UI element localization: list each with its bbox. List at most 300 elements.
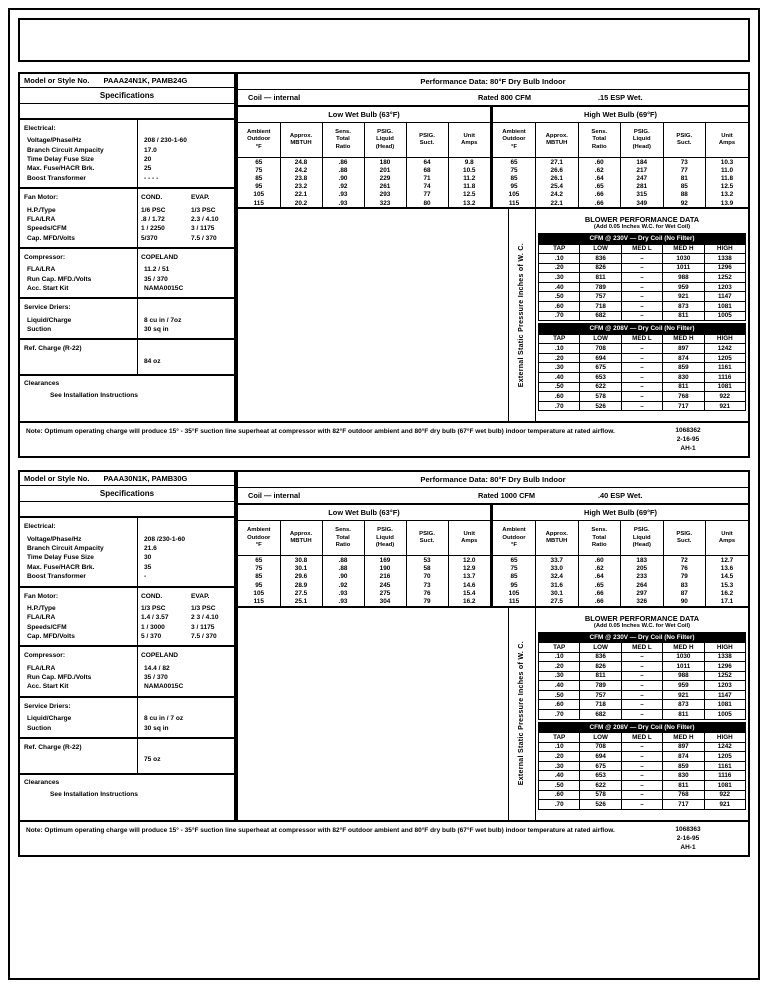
table-cell: 77: [663, 166, 706, 174]
table-cell: 11.0: [720, 166, 734, 174]
table-cell: 12.5: [720, 183, 734, 191]
table-cell: 65: [238, 158, 280, 167]
blower-cell: 1081: [704, 781, 745, 791]
blower-cell: 1005: [704, 710, 745, 720]
table-cell: 76: [406, 589, 448, 597]
service-driers-values: [138, 698, 234, 737]
compressor-values: [138, 249, 234, 297]
table-row: [238, 597, 490, 605]
blower-table: [538, 233, 746, 321]
table-cell: 76: [663, 565, 706, 573]
model-label: Model or Style No.: [24, 76, 90, 85]
blower-cell: 1203: [704, 681, 745, 691]
blower-row: [539, 671, 746, 681]
clearances-value: See Installation Instructions: [50, 790, 138, 798]
table-cell: 26.1: [536, 174, 579, 182]
blower-cell: 694: [580, 353, 621, 363]
column-header: PSIG. Liquid (Head): [364, 521, 406, 556]
column-header: PSIG. Suct.: [663, 123, 706, 158]
table-header-row: [493, 123, 748, 158]
electrical-value: 20: [144, 156, 152, 164]
blower-table: [538, 722, 746, 810]
note-row: [20, 820, 748, 855]
table-cell: 27.1: [536, 158, 579, 167]
table-row: [238, 556, 490, 565]
blower-cell: 811: [663, 710, 704, 720]
fan-motor-block: [20, 189, 234, 249]
blower-cell: 1338: [704, 652, 745, 662]
blower-column-header: MED L: [621, 334, 662, 344]
blower-row: [539, 742, 746, 752]
ref-charge-amount: 84 oz: [144, 357, 161, 365]
spec-spacer: [20, 104, 234, 120]
table-cell: 326: [621, 597, 664, 605]
blower-column-header: LOW: [580, 334, 621, 344]
table-cell: 73: [663, 158, 706, 167]
table-row: [238, 581, 490, 589]
table-cell: 190: [364, 565, 406, 573]
ref-charge-value: [138, 739, 234, 773]
table-cell: 80: [406, 199, 448, 207]
blower-cell: 1203: [704, 282, 745, 292]
clearances-label: Clearances: [24, 778, 60, 786]
low-wet-bulb-table: [238, 123, 490, 207]
table-cell: 12.9: [463, 565, 476, 573]
fan-motor-evap-header: EVAP.: [191, 592, 210, 600]
compressor-labels: [20, 647, 138, 695]
table-cell: 95: [238, 183, 280, 191]
blower-cell: 873: [663, 302, 704, 312]
service-driers-value: 8 cu in / 7 oz: [144, 715, 184, 723]
table-cell: .93: [322, 191, 364, 199]
table-cell: 12.7: [720, 557, 734, 564]
table-cell: 12.5: [463, 191, 476, 199]
blower-cell: .50: [539, 292, 580, 302]
blower-caption: CFM @ 230V — Dry Coil (No Filter): [539, 632, 746, 642]
table-cell: 16.2: [720, 589, 734, 597]
performance-tables: [238, 521, 748, 607]
blower-cell: .10: [539, 652, 580, 662]
blower-cell: 708: [580, 742, 621, 752]
electrical-label: Time Delay Fuse Size: [27, 554, 94, 562]
column-header: Unit Amps: [706, 521, 749, 556]
blower-cell: 921: [704, 800, 745, 810]
blower-header-row: [539, 244, 746, 254]
service-driers-label: Suction: [27, 326, 52, 334]
blower-cell: –: [621, 752, 662, 762]
blower-cell: 653: [580, 771, 621, 781]
table-cell: .62: [578, 166, 621, 174]
blower-cell: 859: [663, 761, 704, 771]
table-cell: .66: [578, 589, 621, 597]
fan-motor-value-row: [141, 613, 241, 622]
table-cell: .64: [578, 573, 621, 581]
blower-row: [539, 282, 746, 292]
compressor-brand: COPELAND: [141, 253, 178, 261]
table-row: [493, 199, 748, 207]
table-row: [493, 556, 748, 565]
table-cell: 16.2: [463, 597, 476, 605]
compressor-value: 35 / 370: [144, 674, 168, 682]
blower-caption-row: [539, 324, 746, 334]
fan-motor-cond-value: .8 / 1.72: [141, 215, 165, 223]
esp-wet: .40 ESP Wet.: [598, 491, 643, 501]
table-cell: 229: [364, 174, 406, 182]
fan-motor-cond-value: 1/3 PSC: [141, 604, 166, 612]
blower-row: [539, 373, 746, 383]
blower-cell: 959: [663, 282, 704, 292]
table-cell: 184: [621, 158, 664, 167]
table-cell: 75: [493, 565, 536, 573]
table-row: [238, 565, 490, 573]
low-wet-bulb-table-wrap: [238, 123, 493, 207]
table-cell: 105: [493, 589, 536, 597]
panel-body: [20, 472, 748, 819]
blower-row: [539, 700, 746, 710]
table-cell: 71: [406, 174, 448, 182]
column-header: Sens. Total Ratio: [578, 123, 621, 158]
fan-motor-cond-header: COND.: [141, 592, 163, 600]
blower-row: [539, 761, 746, 771]
table-cell: 13.7: [463, 573, 476, 581]
blower-cell: 1116: [704, 771, 745, 781]
blower-caption: CFM @ 208V — Dry Coil (No Filter): [539, 324, 746, 334]
fan-motor-col-headers: [141, 592, 241, 601]
fan-motor-value-row: [141, 234, 241, 243]
blower-cell: 811: [580, 273, 621, 283]
blower-cell: 1205: [704, 353, 745, 363]
table-cell: 30.1: [280, 565, 322, 573]
fan-motor-cond-value: 1 / 3000: [141, 623, 165, 631]
table-cell: 29.6: [280, 573, 322, 581]
blower-caption-row: [539, 234, 746, 244]
blower-cell: 526: [580, 401, 621, 411]
table-row: [238, 183, 490, 191]
table-cell: 28.9: [280, 581, 322, 589]
column-header: Unit Amps: [706, 123, 749, 158]
blower-column-header: LOW: [580, 733, 621, 743]
electrical-label: Voltage/Phase/Hz: [27, 535, 82, 543]
tech-data-sheet: [8, 8, 760, 980]
blower-cell: .60: [539, 790, 580, 800]
blower-row: [539, 292, 746, 302]
table-cell: 349: [621, 199, 664, 207]
fan-motor-value-row: [141, 623, 241, 632]
compressor-label: FLA/LRA: [27, 664, 56, 672]
blower-caption: CFM @ 230V — Dry Coil (No Filter): [539, 234, 746, 244]
external-static-pressure-axis: [509, 209, 536, 421]
table-cell: 22.1: [536, 199, 579, 207]
table-cell: .66: [578, 597, 621, 605]
blower-cell: .20: [539, 353, 580, 363]
fan-motor-cond-value: 1/6 PSC: [141, 206, 166, 214]
electrical-value: -: [144, 573, 147, 581]
blower-cell: .70: [539, 800, 580, 810]
electrical-values: [138, 120, 234, 187]
blower-performance-section: [536, 608, 748, 820]
document-code-block: [628, 423, 748, 456]
blower-cell: 811: [663, 781, 704, 791]
ref-charge-block: [20, 739, 234, 775]
performance-rated-row: [238, 488, 748, 505]
blower-cell: –: [621, 652, 662, 662]
compressor-label: Acc. Start Kit: [27, 683, 69, 691]
performance-rated-row: [238, 90, 748, 107]
blower-cell: .40: [539, 373, 580, 383]
table-cell: 22.1: [280, 191, 322, 199]
blower-cell: 874: [663, 353, 704, 363]
table-cell: 245: [364, 581, 406, 589]
table-cell: .66: [578, 191, 621, 199]
column-header: Sens. Total Ratio: [322, 123, 364, 158]
table-cell: 17.1: [720, 597, 734, 605]
table-row: [238, 166, 490, 174]
blower-cell: 1161: [704, 761, 745, 771]
electrical-block: [20, 120, 234, 189]
blower-column-header: MED H: [663, 244, 704, 254]
doc-date: 2-16-95: [676, 834, 700, 842]
blower-cell: –: [621, 681, 662, 691]
table-cell: .88: [322, 556, 364, 565]
blower-cell: –: [621, 273, 662, 283]
table-cell: 169: [364, 556, 406, 565]
electrical-value: 17.0: [144, 146, 157, 154]
column-header: Unit Amps: [448, 123, 490, 158]
table-row: [238, 199, 490, 207]
blower-cell: .10: [539, 344, 580, 354]
fan-motor-label: Cap. MFD/Volts: [27, 633, 75, 640]
blower-cell: 1205: [704, 752, 745, 762]
table-cell: .65: [578, 183, 621, 191]
high-wet-bulb-header: High Wet Bulb (69°F): [583, 110, 658, 119]
blower-row: [539, 752, 746, 762]
column-header: PSIG. Liquid (Head): [364, 123, 406, 158]
blower-cell: .40: [539, 771, 580, 781]
blower-row: [539, 681, 746, 691]
compressor-block: [20, 249, 234, 299]
table-cell: .90: [322, 174, 364, 182]
table-cell: 75: [238, 565, 280, 573]
fan-motor-title: Fan Motor:: [24, 194, 59, 202]
low-wet-bulb-header: Low Wet Bulb (63°F): [238, 505, 493, 520]
fan-motor-labels: [20, 189, 138, 247]
blower-cell: 768: [663, 392, 704, 402]
table-cell: 247: [621, 174, 664, 182]
low-wet-bulb-body: [238, 158, 490, 208]
table-header-row: [238, 123, 490, 158]
blower-cell: 757: [580, 292, 621, 302]
blower-cell: 694: [580, 752, 621, 762]
blower-cell: 675: [580, 761, 621, 771]
doc-rev: AH-1: [680, 843, 696, 851]
high-wet-bulb-header: High Wet Bulb (69°F): [583, 508, 658, 518]
blower-header-row: [539, 733, 746, 743]
table-cell: 25.4: [536, 183, 579, 191]
electrical-label: Time Delay Fuse Size: [27, 156, 94, 164]
electrical-label: Voltage/Phase/Hz: [27, 137, 82, 145]
ref-charge-value: [138, 340, 234, 374]
blower-cell: 1030: [663, 652, 704, 662]
table-cell: 281: [621, 183, 664, 191]
blower-column-header: MED H: [663, 642, 704, 652]
blower-cell: .40: [539, 282, 580, 292]
blower-cell: 959: [663, 681, 704, 691]
table-cell: 23.2: [280, 183, 322, 191]
blower-cell: 1296: [704, 662, 745, 672]
electrical-value: 208 / 230-1-60: [144, 137, 187, 145]
table-cell: .65: [578, 581, 621, 589]
page-title-box: [18, 18, 750, 62]
table-cell: 10.5: [463, 166, 476, 174]
clearances-block: [20, 775, 234, 808]
fan-motor-label: FLA/LRA: [27, 614, 56, 622]
blower-cell: 830: [663, 373, 704, 383]
blower-tables-root: [538, 233, 746, 411]
electrical-title: Electrical:: [24, 523, 56, 531]
service-driers-label: Liquid/Charge: [27, 316, 72, 324]
blower-cell: .40: [539, 681, 580, 691]
fan-motor-evap-value: 2.3 / 4.10: [191, 215, 219, 223]
blower-header-row: [539, 642, 746, 652]
blower-cell: 811: [663, 311, 704, 321]
blower-row: [539, 254, 746, 264]
blower-cell: .10: [539, 254, 580, 264]
blower-cell: –: [621, 353, 662, 363]
table-cell: 24.2: [536, 191, 579, 199]
table-cell: 85: [238, 573, 280, 581]
table-cell: 14.5: [720, 573, 734, 581]
blower-cell: .30: [539, 671, 580, 681]
blower-row: [539, 401, 746, 411]
blower-row: [539, 363, 746, 373]
table-cell: 115: [238, 597, 280, 605]
table-cell: 304: [364, 597, 406, 605]
blower-cell: 1296: [704, 263, 745, 273]
fan-motor-evap-value: 1/3 PSC: [191, 604, 216, 612]
coil-type: Coil — internal: [248, 491, 301, 501]
blower-row: [539, 263, 746, 273]
blower-cell: 1081: [704, 700, 745, 710]
wet-bulb-headers: [238, 107, 748, 123]
table-cell: 95: [493, 183, 536, 191]
blower-cell: 675: [580, 363, 621, 373]
table-cell: 315: [621, 191, 664, 199]
blower-cell: 622: [580, 781, 621, 791]
blower-cell: .20: [539, 263, 580, 273]
fan-motor-values: [138, 189, 244, 247]
wet-bulb-headers: [238, 505, 748, 521]
fan-motor-evap-value: 3 / 1175: [191, 623, 215, 631]
blower-cell: 1338: [704, 254, 745, 264]
table-cell: 92: [663, 199, 706, 207]
blower-cell: .50: [539, 382, 580, 392]
table-cell: 75: [493, 166, 536, 174]
table-cell: 68: [406, 166, 448, 174]
doc-code: 1068362: [675, 427, 701, 435]
electrical-label: Max. Fuse/HACR Brk.: [27, 165, 95, 173]
blower-cell: 622: [580, 382, 621, 392]
model-value: PAAA30N1K, PAMB30G: [103, 474, 188, 484]
blower-cell: 1081: [704, 302, 745, 312]
high-wet-bulb-body: [493, 556, 748, 606]
blower-cell: 717: [663, 800, 704, 810]
blower-cell: –: [621, 282, 662, 292]
table-cell: 105: [238, 589, 280, 597]
electrical-label: Boost Transformer: [27, 174, 86, 182]
blower-row: [539, 311, 746, 321]
table-cell: .64: [578, 174, 621, 182]
table-header-row: [238, 521, 490, 556]
electrical-label: Max. Fuse/HACR Brk.: [27, 563, 95, 571]
fan-motor-label: Speeds/CFM: [27, 225, 67, 233]
service-driers-title: Service Driers:: [24, 304, 71, 312]
table-cell: 201: [364, 166, 406, 174]
blower-cell: 859: [663, 363, 704, 373]
blower-cell: 897: [663, 742, 704, 752]
blower-cell: .20: [539, 752, 580, 762]
blower-caption-row: [539, 632, 746, 642]
compressor-title: Compressor:: [24, 253, 66, 261]
blower-cell: 1081: [704, 382, 745, 392]
electrical-value: 21.6: [144, 545, 157, 553]
fan-motor-evap-value: 7.5 / 370: [191, 633, 217, 640]
blower-cell: –: [621, 800, 662, 810]
blower-cell: .50: [539, 690, 580, 700]
table-cell: 205: [621, 565, 664, 573]
blower-cell: 922: [704, 392, 745, 402]
esp-wet: .15 ESP Wet.: [598, 93, 643, 102]
blower-cell: 811: [663, 382, 704, 392]
table-cell: 33.0: [536, 565, 579, 573]
table-cell: 30.1: [536, 589, 579, 597]
blower-cell: 921: [663, 690, 704, 700]
table-cell: 13.6: [720, 565, 734, 573]
blower-row: [539, 790, 746, 800]
table-cell: 32.4: [536, 573, 579, 581]
blower-cell: –: [621, 311, 662, 321]
blower-cell: –: [621, 761, 662, 771]
blower-zone: [238, 608, 748, 820]
model-panel: [18, 470, 750, 856]
clearances-block: [20, 376, 234, 409]
blower-cell: 1147: [704, 292, 745, 302]
blower-cell: 789: [580, 282, 621, 292]
column-header: PSIG. Suct.: [406, 123, 448, 158]
electrical-value: 35: [144, 563, 152, 571]
blower-cell: 718: [580, 302, 621, 312]
blower-cell: .70: [539, 401, 580, 411]
blower-cell: 836: [580, 652, 621, 662]
external-static-pressure-axis: [509, 608, 536, 820]
table-cell: 261: [364, 183, 406, 191]
table-cell: 24.8: [280, 158, 322, 167]
fan-motor-value-row: [141, 604, 241, 613]
table-row: [493, 191, 748, 199]
table-cell: 75: [238, 166, 280, 174]
table-cell: 90: [663, 597, 706, 605]
blower-cell: 988: [663, 671, 704, 681]
service-driers-block: [20, 698, 234, 739]
blower-cell: –: [621, 662, 662, 672]
table-cell: .93: [322, 597, 364, 605]
blower-cell: .20: [539, 662, 580, 672]
blower-cell: 874: [663, 752, 704, 762]
panels-container: [18, 72, 750, 857]
table-row: [238, 174, 490, 182]
blower-cell: 718: [580, 700, 621, 710]
fan-motor-value-row: [141, 206, 241, 215]
table-cell: .90: [322, 573, 364, 581]
